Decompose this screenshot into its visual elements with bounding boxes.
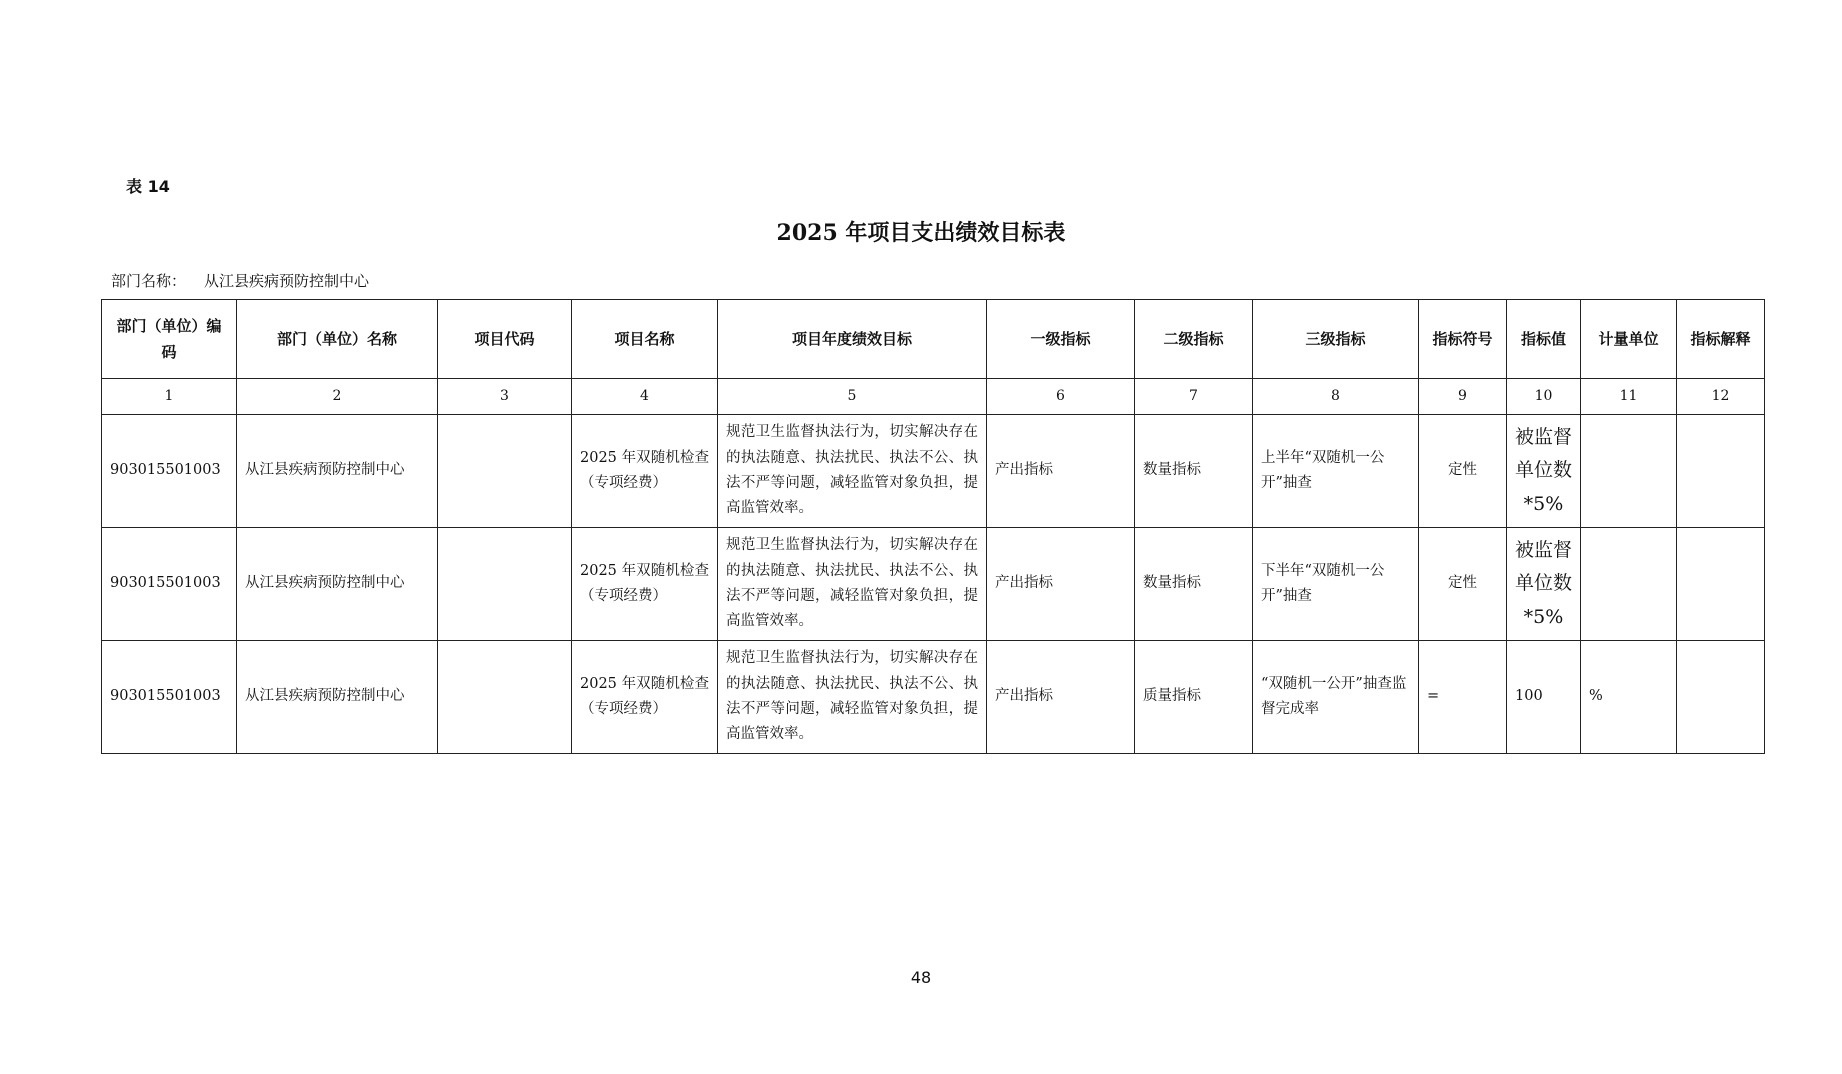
- column-header: 部门（单位）编码: [102, 300, 237, 379]
- indicator-explanation-cell: [1677, 415, 1765, 528]
- column-number: 7: [1135, 379, 1253, 415]
- table-row: [102, 415, 1765, 528]
- indicator-explanation-cell: [1677, 641, 1765, 754]
- level3-indicator-cell: “双随机一公开”抽查监督完成率: [1253, 641, 1419, 754]
- department-label: 部门名称：: [111, 272, 187, 290]
- column-number: 12: [1677, 379, 1765, 415]
- column-number: 9: [1419, 379, 1507, 415]
- annual-goal-cell: 规范卫生监督执法行为，切实解决存在的执法随意、执法扰民、执法不公、执法不严等问题，减轻监管对象负担，提高监管效率。: [718, 641, 987, 754]
- column-number: 11: [1581, 379, 1677, 415]
- column-header: 项目代码: [438, 300, 572, 379]
- project-code-cell: [438, 641, 572, 754]
- unit-code-cell: 903015501003: [102, 641, 237, 754]
- column-header: 一级指标: [987, 300, 1135, 379]
- project-code-cell: [438, 528, 572, 641]
- page-number: 48: [910, 968, 932, 987]
- measure-unit-cell: [1581, 528, 1677, 641]
- column-number: 8: [1253, 379, 1419, 415]
- level1-indicator-cell: 产出指标: [987, 415, 1135, 528]
- unit-name-cell: 从江县疾病预防控制中心: [237, 415, 438, 528]
- table-row: [102, 641, 1765, 754]
- project-name-cell: 2025 年双随机检查（专项经费）: [572, 641, 718, 754]
- column-number: 1: [102, 379, 237, 415]
- unit-code-cell: 903015501003: [102, 415, 237, 528]
- indicator-value-cell: 被监督单位数*5%: [1507, 415, 1581, 528]
- project-code-cell: [438, 415, 572, 528]
- column-header: 计量单位: [1581, 300, 1677, 379]
- unit-name-cell: 从江县疾病预防控制中心: [237, 528, 438, 641]
- column-number: 4: [572, 379, 718, 415]
- table-label: 表 14: [126, 177, 170, 196]
- indicator-value-cell: 100: [1507, 641, 1581, 754]
- column-header: 指标符号: [1419, 300, 1507, 379]
- column-header: 项目年度绩效目标: [718, 300, 987, 379]
- indicator-symbol-cell: 定性: [1419, 415, 1507, 528]
- page-title: 2025 年项目支出绩效目标表: [776, 220, 1066, 246]
- table-row: [102, 528, 1765, 641]
- header-row: [102, 300, 1765, 379]
- unit-code-cell: 903015501003: [102, 528, 237, 641]
- department-line: [111, 270, 369, 291]
- department-value: 从江县疾病预防控制中心: [204, 272, 370, 290]
- annual-goal-cell: 规范卫生监督执法行为，切实解决存在的执法随意、执法扰民、执法不公、执法不严等问题，减轻监管对象负担，提高监管效率。: [718, 415, 987, 528]
- indicator-symbol-cell: 定性: [1419, 528, 1507, 641]
- level3-indicator-cell: 上半年“双随机一公开”抽查: [1253, 415, 1419, 528]
- measure-unit-cell: [1581, 415, 1677, 528]
- level1-indicator-cell: 产出指标: [987, 528, 1135, 641]
- column-header: 二级指标: [1135, 300, 1253, 379]
- column-number: 6: [987, 379, 1135, 415]
- level2-indicator-cell: 数量指标: [1135, 528, 1253, 641]
- level3-indicator-cell: 下半年“双随机一公开”抽查: [1253, 528, 1419, 641]
- column-number-row: [102, 379, 1765, 415]
- indicator-explanation-cell: [1677, 528, 1765, 641]
- column-number: 10: [1507, 379, 1581, 415]
- column-number: 2: [237, 379, 438, 415]
- column-header: 部门（单位）名称: [237, 300, 438, 379]
- measure-unit-cell: %: [1581, 641, 1677, 754]
- indicator-symbol-cell: =: [1419, 641, 1507, 754]
- annual-goal-cell: 规范卫生监督执法行为，切实解决存在的执法随意、执法扰民、执法不公、执法不严等问题，减轻监管对象负担，提高监管效率。: [718, 528, 987, 641]
- column-header: 三级指标: [1253, 300, 1419, 379]
- column-header: 指标解释: [1677, 300, 1765, 379]
- level1-indicator-cell: 产出指标: [987, 641, 1135, 754]
- level2-indicator-cell: 质量指标: [1135, 641, 1253, 754]
- project-name-cell: 2025 年双随机检查（专项经费）: [572, 528, 718, 641]
- column-number: 5: [718, 379, 987, 415]
- unit-name-cell: 从江县疾病预防控制中心: [237, 641, 438, 754]
- column-number: 3: [438, 379, 572, 415]
- level2-indicator-cell: 数量指标: [1135, 415, 1253, 528]
- project-name-cell: 2025 年双随机检查（专项经费）: [572, 415, 718, 528]
- performance-table: [101, 299, 1765, 754]
- column-header: 项目名称: [572, 300, 718, 379]
- column-header: 指标值: [1507, 300, 1581, 379]
- indicator-value-cell: 被监督单位数*5%: [1507, 528, 1581, 641]
